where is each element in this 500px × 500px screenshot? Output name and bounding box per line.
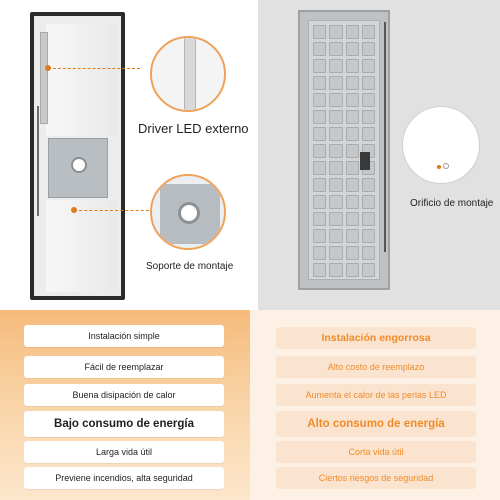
back-panel-cell bbox=[329, 42, 342, 56]
panel-inner bbox=[34, 16, 121, 296]
back-panel-cell bbox=[346, 76, 359, 90]
bracket-hole bbox=[178, 202, 200, 224]
mounting-hole bbox=[71, 157, 87, 173]
mounting-hole-zoom bbox=[402, 106, 480, 184]
soporte-label: Soporte de montaje bbox=[146, 261, 234, 272]
back-panel-cell bbox=[313, 212, 326, 226]
back-label-sticker bbox=[360, 152, 370, 170]
back-panel-cell bbox=[346, 25, 359, 39]
diffuser-bottom bbox=[46, 200, 117, 292]
back-panel-cell bbox=[313, 25, 326, 39]
back-panel-cell bbox=[329, 25, 342, 39]
advantage-item: Instalación simple bbox=[24, 325, 224, 347]
advantage-item: Buena disipación de calor bbox=[24, 384, 224, 406]
back-panel-cell bbox=[346, 178, 359, 192]
back-panel-cell bbox=[362, 42, 375, 56]
back-panel-cell bbox=[313, 246, 326, 260]
power-cable bbox=[37, 106, 39, 216]
back-panel-cell bbox=[346, 229, 359, 243]
back-panel-cell bbox=[313, 263, 326, 277]
back-panel-cell bbox=[346, 263, 359, 277]
back-panel-cell bbox=[346, 195, 359, 209]
advantage-item: Larga vida útil bbox=[24, 441, 224, 463]
back-panel-cell bbox=[362, 212, 375, 226]
back-panel-cell bbox=[329, 246, 342, 260]
back-panel-cell bbox=[313, 59, 326, 73]
led-panel-back-image bbox=[298, 10, 390, 290]
soporte-callout-dot bbox=[71, 207, 77, 213]
driver-zoom bbox=[150, 36, 226, 112]
back-panel-cell bbox=[346, 127, 359, 141]
back-panel-cell bbox=[362, 195, 375, 209]
back-panel-cell bbox=[346, 144, 359, 158]
back-panel-cell bbox=[313, 42, 326, 56]
back-panel-cell bbox=[329, 161, 342, 175]
back-panel-cell bbox=[362, 59, 375, 73]
back-panel-cell bbox=[313, 93, 326, 107]
back-panel-cell bbox=[362, 25, 375, 39]
back-panel-cell bbox=[313, 178, 326, 192]
back-panel-cell bbox=[362, 76, 375, 90]
advantage-item: Previene incendios, alta seguridad bbox=[24, 467, 224, 489]
back-panel-cell bbox=[313, 110, 326, 124]
disadvantage-item: Alto consumo de energía bbox=[276, 411, 476, 437]
back-panel-cell bbox=[329, 59, 342, 73]
back-panel-cell bbox=[362, 229, 375, 243]
back-panel-cell bbox=[329, 229, 342, 243]
advantage-item: Fácil de reemplazar bbox=[24, 356, 224, 378]
back-panel-cell bbox=[313, 161, 326, 175]
back-panel-cell bbox=[362, 263, 375, 277]
back-panel-cell bbox=[313, 195, 326, 209]
led-panel-front-image bbox=[30, 12, 125, 300]
back-panel-cell bbox=[346, 161, 359, 175]
driver-box bbox=[40, 32, 48, 124]
driver-callout-line bbox=[48, 68, 140, 69]
back-cable bbox=[384, 22, 386, 252]
diffuser-top bbox=[46, 24, 117, 136]
back-panel-cell bbox=[329, 212, 342, 226]
back-panel-cell bbox=[313, 229, 326, 243]
mounting-hole-detail bbox=[443, 163, 449, 169]
back-panel-cell bbox=[329, 195, 342, 209]
back-panel-cell bbox=[313, 127, 326, 141]
disadvantage-item: Alto costo de reemplazo bbox=[276, 356, 476, 378]
driver-strip bbox=[184, 38, 196, 112]
disadvantage-item: Aumenta el calor de las perlas LED bbox=[276, 384, 476, 406]
back-panel-cell bbox=[329, 127, 342, 141]
mounting-plate bbox=[48, 138, 108, 198]
back-panel-cell bbox=[362, 178, 375, 192]
back-panel-cell bbox=[329, 93, 342, 107]
back-panel-cell bbox=[346, 212, 359, 226]
disadvantage-item: Ciertos riesgos de seguridad bbox=[276, 467, 476, 489]
back-panel-cell bbox=[313, 76, 326, 90]
back-panel-cell bbox=[362, 110, 375, 124]
back-panel-cell bbox=[329, 110, 342, 124]
back-panel-cell bbox=[346, 93, 359, 107]
driver-label: Driver LED externo bbox=[138, 121, 249, 136]
back-panel-cell bbox=[329, 263, 342, 277]
soporte-callout-line bbox=[74, 210, 154, 211]
mounting-bracket-zoom bbox=[150, 174, 226, 250]
back-panel-cell bbox=[346, 42, 359, 56]
hole-marker-dot bbox=[437, 165, 441, 169]
back-panel-cell bbox=[346, 110, 359, 124]
back-panel-cell bbox=[313, 144, 326, 158]
disadvantage-item: Corta vida útil bbox=[276, 441, 476, 463]
back-panel-cell bbox=[346, 59, 359, 73]
back-grid bbox=[308, 20, 380, 280]
back-panel-cell bbox=[329, 144, 342, 158]
advantage-item: Bajo consumo de energía bbox=[24, 411, 224, 437]
driver-callout-dot bbox=[45, 65, 51, 71]
orificio-label: Orificio de montaje bbox=[410, 198, 494, 209]
back-panel-cell bbox=[362, 246, 375, 260]
back-panel-cell bbox=[362, 127, 375, 141]
back-panel-cell bbox=[346, 246, 359, 260]
back-panel-cell bbox=[329, 76, 342, 90]
back-panel-cell bbox=[362, 93, 375, 107]
back-panel-cell bbox=[329, 178, 342, 192]
disadvantage-item: Instalación engorrosa bbox=[276, 327, 476, 349]
